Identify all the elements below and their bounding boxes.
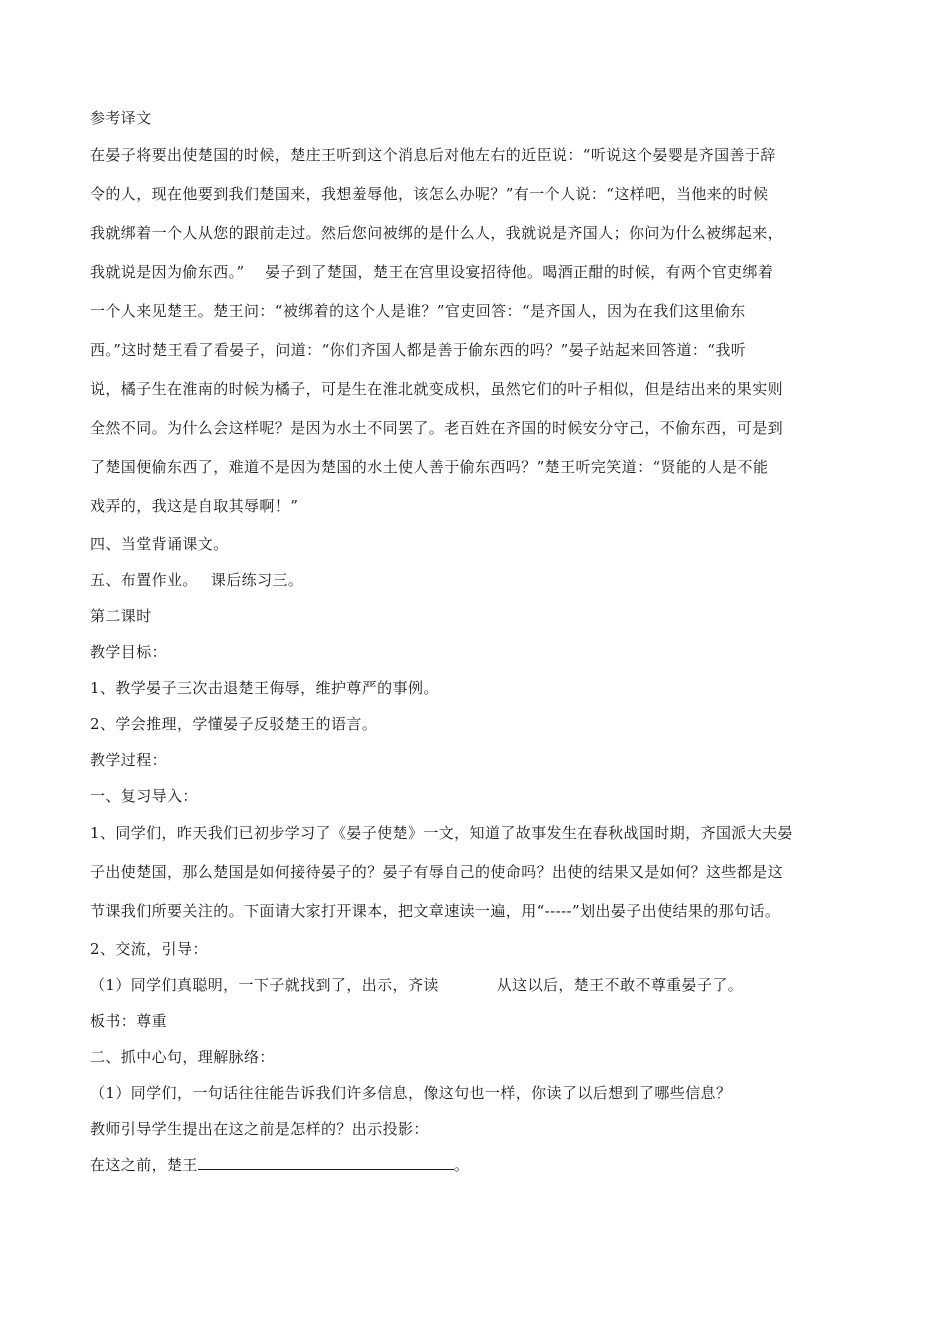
question-one-answer: 从这以后，楚王不敢不尊重晏子了。	[496, 976, 744, 994]
step-two-heading: 二、抓中心句，理解脉络：	[90, 1048, 275, 1066]
question-two: （1）同学们，一句话往往能告诉我们许多信息，像这句也一样，你读了以后想到了哪些信息？	[90, 1084, 732, 1102]
board-note: 板书：尊重	[90, 1012, 168, 1030]
fill-in-suffix: 。	[453, 1156, 470, 1174]
step-one-heading: 一、复习导入：	[90, 787, 198, 805]
goal-item: 1、教学晏子三次击退楚王侮辱，维护尊严的事例。	[90, 679, 439, 697]
document-body	[90, 100, 870, 1183]
exchange-heading: 2、交流，引导：	[90, 940, 208, 958]
intro-line: 子出使楚国，那么楚国是如何接待晏子的？晏子有辱自己的使命吗？出使的结果又是如何？这些都是这	[90, 863, 784, 881]
translation-heading: 参考译文	[90, 109, 152, 127]
item-four: 四、当堂背诵课文。	[90, 535, 229, 553]
teacher-guide: 教师引导学生提出在这之前是怎样的？出示投影：	[90, 1120, 429, 1138]
intro-paragraph	[90, 814, 870, 931]
translation-line: 在晏子将要出使楚国的时候，楚庄王听到这个消息后对他左右的近臣说：“听说这个晏婴是齐国善于辞	[90, 146, 776, 164]
process-heading: 教学过程：	[90, 751, 168, 769]
fill-in-prefix: 在这之前，楚王	[90, 1156, 198, 1174]
item-five: 五、布置作业。 课后练习三。	[90, 571, 304, 589]
fill-in-blank	[198, 1155, 454, 1170]
translation-line: 令的人，现在他要到我们楚国来，我想羞辱他，该怎么办呢？”有一个人说：“这样吧，当他来的时候	[90, 185, 769, 203]
second-lesson-heading: 第二课时	[90, 607, 152, 625]
question-one-lead: （1）同学们真聪明，一下子就找到了，出示，齐读	[90, 976, 439, 994]
translation-line: 了楚国便偷东西了，难道不是因为楚国的水土使人善于偷东西吗？”楚王听完笑道：“贤能的人是不能	[90, 458, 769, 476]
translation-line: 说，橘子生在淮南的时候为橘子，可是生在淮北就变成枳，虽然它们的叶子相似，但是结出来的果实则	[90, 380, 784, 398]
intro-line: 1、同学们，昨天我们已初步学习了《晏子使楚》一文，知道了故事发生在春秋战国时期，齐国派大夫晏	[90, 824, 793, 842]
translation-paragraph	[90, 136, 870, 526]
fill-in-line	[90, 1147, 870, 1183]
translation-line: 我就说是因为偷东西。” 晏子到了楚国，楚王在宫里设宴招待他。喝酒正酣的时候，有两个官吏绑着	[90, 263, 774, 281]
translation-line: 全然不同。为什么会这样呢？是因为水土不同罢了。老百姓在齐国的时候安分守己，不偷东西，可是到	[90, 419, 784, 437]
translation-line: 西。”这时楚王看了看晏子，问道：“你们齐国人都是善于偷东西的吗？”晏子站起来回答道：“我听	[90, 341, 747, 359]
translation-line: 戏弄的，我这是自取其辱啊！”	[90, 497, 299, 515]
translation-line: 我就绑着一个人从您的跟前走过。然后您问被绑的是什么人，我就说是齐国人；你问为什么被绑起来，	[90, 224, 784, 242]
question-one	[90, 967, 870, 1003]
goal-item: 2、学会推理，学懂晏子反驳楚王的语言。	[90, 715, 378, 733]
goals-heading: 教学目标：	[90, 643, 168, 661]
intro-line: 节课我们所要关注的。下面请大家打开课本，把文章速读一遍，用“-----”划出晏子出使结果的那句话。	[90, 902, 781, 920]
translation-line: 一个人来见楚王。楚王问：“被绑着的这个人是谁？”官吏回答：“是齐国人，因为在我们这里偷东	[90, 302, 746, 320]
